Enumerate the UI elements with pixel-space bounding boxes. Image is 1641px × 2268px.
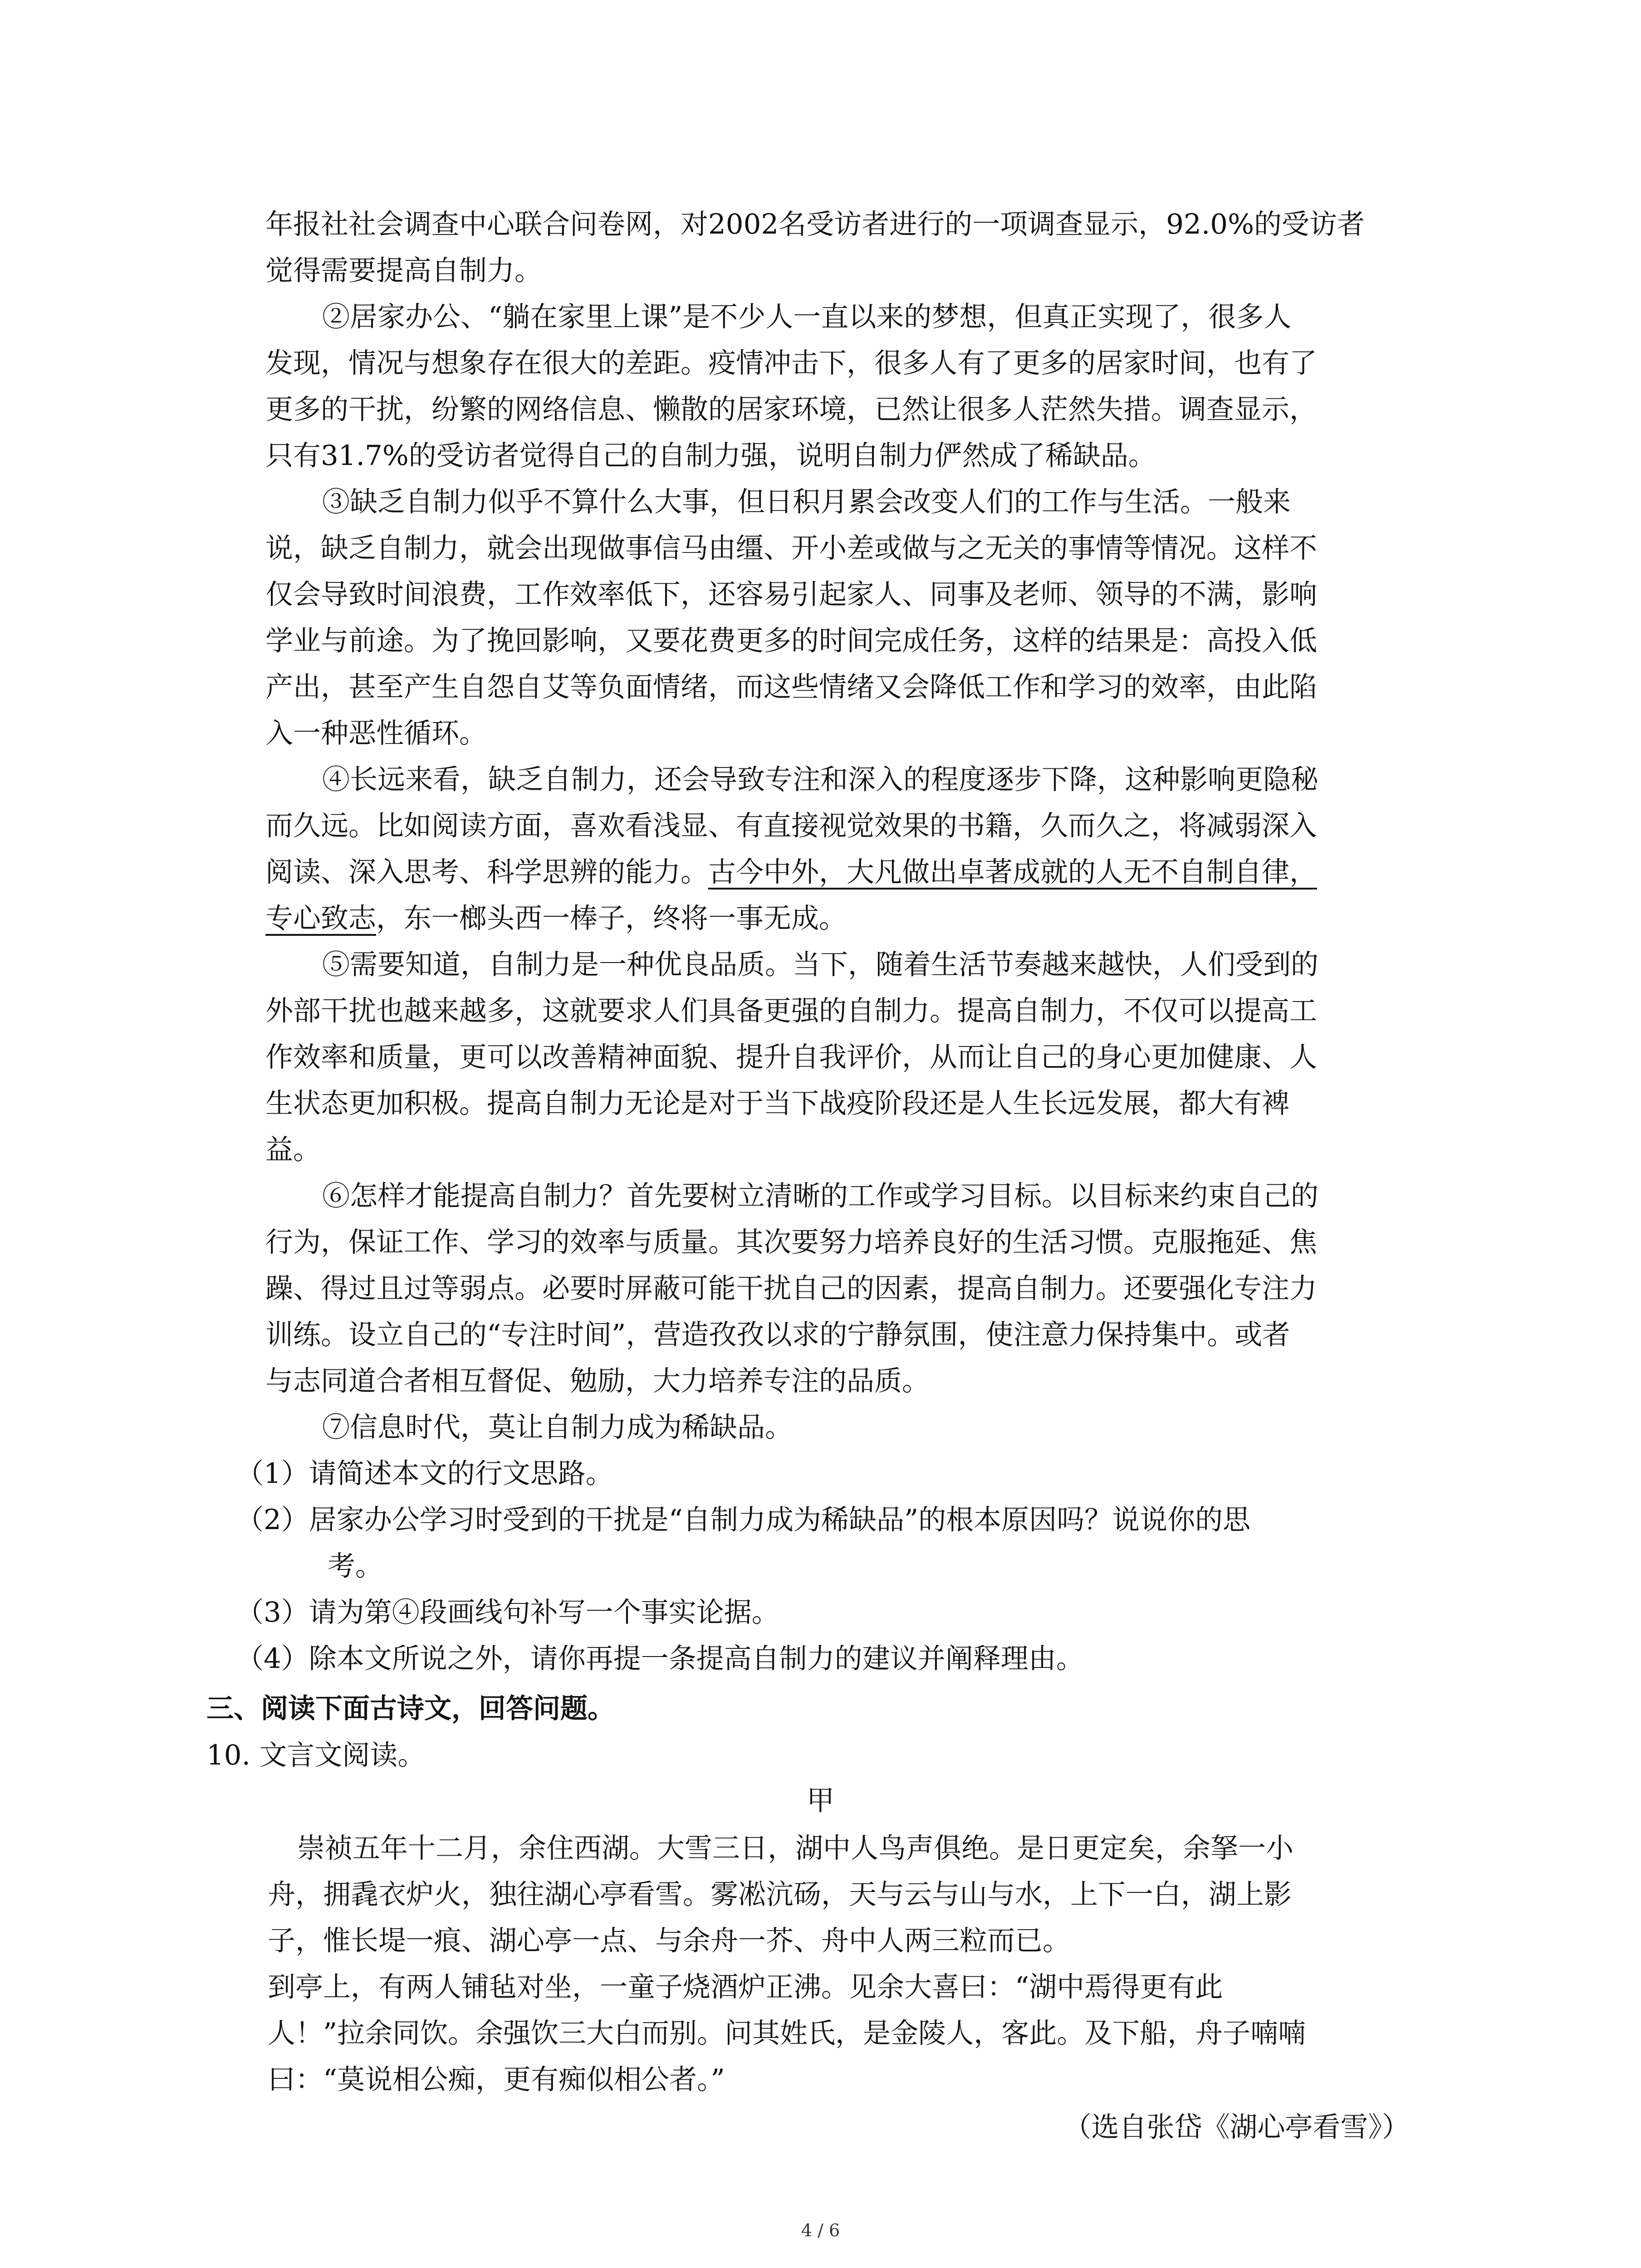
line-text: 年报社社会调查中心联合问卷网，对2002名受访者进行的一项调查显示，92.0%的受访者 [265,208,1365,240]
line-text: 子，惟长堤一痕、湖心亭一点、与余舟一芥、舟中人两三粒而已。 [268,1925,1071,1957]
paragraph-line [265,577,1317,613]
line-text: 产出，甚至产生自怨自艾等负面情绪，而这些情绪又会降低工作和学习的效率，由此陷 [265,671,1318,703]
source-citation [1063,2109,1410,2146]
paragraph-line [265,623,1317,659]
question-item [236,1641,1084,1677]
line-text: ②居家办公、“躺在家里上课”是不少人一直以来的梦想，但真正实现了，很多人 [322,301,1292,333]
page-number: 4 / 6 [801,2220,840,2240]
paragraph-line [268,2015,1306,2052]
line-text: 考。 [328,1550,383,1582]
line-text: 与志同道合者相互督促、勉励，大力培养专注的品质。 [265,1365,930,1397]
paragraph-line [268,1923,1070,1959]
line-text: 舟，拥毳衣炉火，独往湖心亭看雪。雾凇沆砀，天与云与山与水，上下一白，湖上影 [268,1878,1292,1911]
paragraph-line [265,900,847,937]
line-text: 训练。设立自己的“专注时间”，营造孜孜以求的宁静氛围，使注意力保持集中。或者 [265,1319,1290,1351]
line-text: 益。 [265,1134,321,1166]
line-text: ⑥怎样才能提高自制力？首先要树立清晰的工作或学习目标。以目标来约束自己的 [322,1180,1319,1212]
question-item [236,1456,613,1492]
line-text: 行为，保证工作、学习的效率与质量。其次要努力培养良好的生活习惯。克服拖延、焦 [265,1226,1318,1258]
line-text: （1）请简述本文的行文思路。 [236,1457,613,1490]
line-text: ⑤需要知道，自制力是一种优良品质。当下，随着生活节奏越来越快，人们受到的 [322,948,1319,981]
paragraph-line [265,206,1365,243]
line-text: 三、阅读下面古诗文，回答问题。 [206,1693,615,1725]
paragraph-line [265,993,1317,1029]
paragraph-line [268,1969,1223,2005]
paragraph-line [265,1317,1290,1353]
paragraph-line [322,1409,793,1446]
paragraph-line [297,1830,1293,1867]
paragraph-line [265,1039,1317,1075]
line-text: ⑦信息时代，莫让自制力成为稀缺品。 [322,1411,793,1443]
paragraph-line [265,1085,1289,1122]
line-text: 说，缺乏自制力，就会出现做事信马由缰、开小差或做与之无关的事情等情况。这样不 [265,532,1318,564]
line-text: 曰：“莫说相公痴，更有痴似相公者。” [268,2063,725,2096]
line-text: （选自张岱《湖心亭看雪》） [1063,2111,1410,2143]
paragraph-line [265,530,1317,567]
line-text: 仅会导致时间浪费，工作效率低下，还容易引起家人、同事及老师、领导的不满，影响 [265,578,1318,611]
line-text: （4）除本文所说之外，请你再提一条提高自制力的建议并阐释理由。 [236,1642,1084,1675]
line-text: 作效率和质量，更可以改善精神面貌、提升自我评价，从而让自己的身心更加健康、人 [265,1041,1318,1073]
paragraph-line [265,345,1317,381]
paragraph-line [322,1178,1318,1214]
question-item-continued [328,1548,383,1584]
line-text: ④长远来看，缺乏自制力，还会导致专注和深入的程度逐步下降，这种影响更隐秘 [322,763,1319,796]
paragraph-line [265,253,542,289]
paragraph-line [322,484,1291,520]
paragraph-line [265,1271,1317,1307]
line-text: 入一种恶性循环。 [265,717,487,749]
underlined-sentence: 古今中外，大凡做出卓著成就的人无不自制自律， [708,856,1318,888]
paragraph-line [265,1132,321,1168]
paragraph-line [265,854,1317,890]
line-text: 更多的干扰，纷繁的网络信息、懒散的居家环境，已然让很多人茫然失措。调查显示， [265,393,1318,425]
paragraph-line [265,391,1317,428]
line-text: 外部干扰也越来越多，这就要求人们具备更强的自制力。提高自制力，不仅可以提高工 [265,995,1318,1027]
line-text: 只有31.7%的受访者觉得自己的自制力强，说明自制力俨然成了稀缺品。 [265,440,1156,472]
paragraph-line [265,1224,1317,1261]
paragraph-line [268,1877,1292,1913]
line-text: 而久远。比如阅读方面，喜欢看浅显、有直接视觉效果的书籍，久而久之，将减弱深入 [265,810,1318,842]
paragraph-line [322,947,1318,983]
line-text: 阅读、深入思考、科学思辨的能力。 [265,856,709,888]
line-text: 10. 文言文阅读。 [206,1739,426,1771]
paragraph-line [265,715,487,752]
paragraph-line [322,762,1318,798]
paragraph-line [265,808,1317,844]
line-text: 发现，情况与想象存在很大的差距。疫情冲击下，很多人有了更多的居家时间，也有了 [265,347,1318,379]
line-text: 崇祯五年十二月，余住西湖。大雪三日，湖中人鸟声俱绝。是日更定矣，余拏一小 [297,1832,1294,1864]
line-text: 学业与前途。为了挽回影响，又要花费更多的时间完成任务，这样的结果是：高投入低 [265,625,1318,657]
line-text: 觉得需要提高自制力。 [265,254,543,287]
paragraph-line [265,669,1317,705]
paragraph-line [322,299,1291,335]
line-text: （2）居家办公学习时受到的干扰是“自制力成为稀缺品”的根本原因吗？说说你的思 [236,1504,1251,1536]
question-number [206,1737,425,1774]
paragraph-line [268,2062,725,2098]
section-heading [206,1691,615,1727]
line-text: ，东一榔头西一棒子，终将一事无成。 [376,902,847,934]
line-text: 人！”拉余同饮。余强饮三大白而别。问其姓氏，是金陵人，客此。及下船，舟子喃喃 [268,2017,1306,2049]
line-text: 到亭上，有两人铺毡对坐，一童子烧酒炉正沸。见余大喜曰：“湖中焉得更有此 [268,1971,1223,2003]
paragraph-line [265,1363,930,1399]
question-item [236,1594,779,1631]
question-item [236,1502,1250,1538]
line-text: 甲 [806,1784,834,1817]
passage-label [0,1783,1641,1819]
line-text: （3）请为第④段画线句补写一个事实论据。 [236,1596,779,1628]
line-text: ③缺乏自制力似乎不算什么大事，但日积月累会改变人们的工作与生活。一般来 [322,486,1291,518]
line-text: 生状态更加积极。提高自制力无论是对于当下战疫阶段还是人生长远发展，都大有裨 [265,1087,1290,1119]
line-text: 躁、得过且过等弱点。必要时屏蔽可能干扰自己的因素，提高自制力。还要强化专注力 [265,1272,1318,1305]
paragraph-line [265,438,1156,474]
underlined-sentence: 专心致志 [265,902,377,934]
